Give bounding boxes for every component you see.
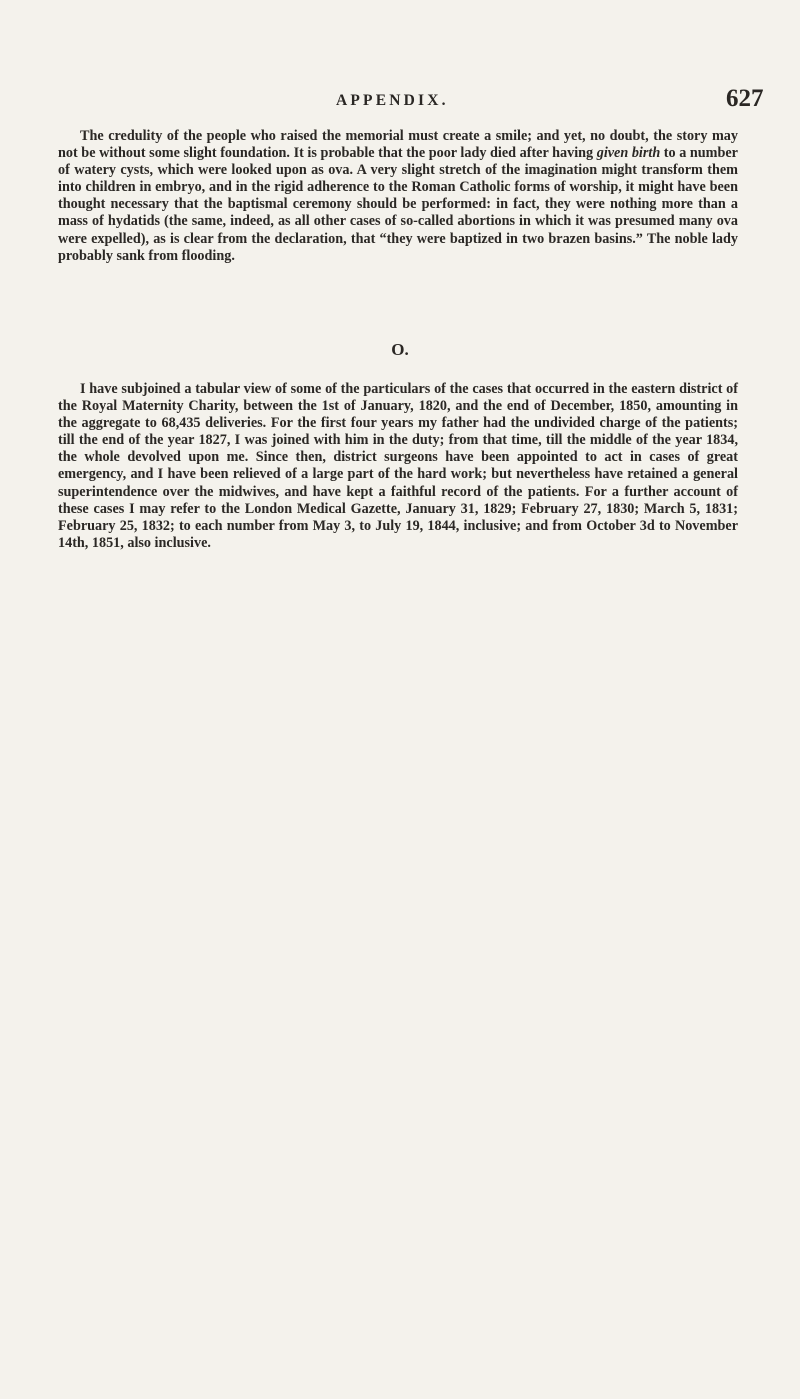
italic-phrase: given birth [596, 145, 661, 162]
paragraph-memorial-part-2: to a number of watery cysts, which were looked upon as ova. A very slight stretch of the imagination might transform them into children in embryo, and in the rigid adherence to the Roman Catholic forms of worship, it might have been thought necessary that the baptismal ceremony should be performed: in fact, they were nothing more than a mass of hydatids (the same, indeed, as all other cases of so-called abortions in which it was presumed many ova were expelled), as is clear from the declaration, that “they were baptized in two brazen basins.” The noble lady probably sank from flooding. [58, 145, 738, 264]
paragraph-memorial-part-1: The credulity of the people who raised the memorial must create a smile; and yet, no doubt, the story may not be without some slight foundation. It is probable that the poor lady died after having [58, 128, 738, 162]
running-head [0, 85, 800, 122]
paragraph-memorial [58, 128, 738, 265]
page-number: 627 [726, 85, 764, 112]
paragraph-memorial-text [58, 128, 738, 265]
paragraph-tabular-view [58, 381, 738, 552]
section-heading: O. [391, 340, 409, 359]
running-title: APPENDIX. [336, 92, 449, 109]
paragraph-tabular-view-text: I have subjoined a tabular view of some of the particulars of the cases that occurred in the eastern district of the Royal Maternity Charity, between the 1st of January, 1820, and the end of December, 1850, amounting in the aggregate to 68,435 deliveries. For the first four years my father had the undivided charge of the patients; till the end of the year 1827, I was joined with him in the duty; from that time, till the middle of the year 1834, the whole devolved upon me. Since then, district surgeons have been appointed to act in cases of great emergency, and I have been relieved of a large part of the hard work; but nevertheless have retained a general superintendence over the midwives, and have kept a faithful record of the patients. For a further account of these cases I may refer to the London Medical Gazette, January 31, 1829; February 27, 1830; March 5, 1831; February 25, 1832; to each number from May 3, to July 19, 1844, inclusive; and from October 3d to November 14th, 1851, also inclusive. [58, 381, 738, 551]
